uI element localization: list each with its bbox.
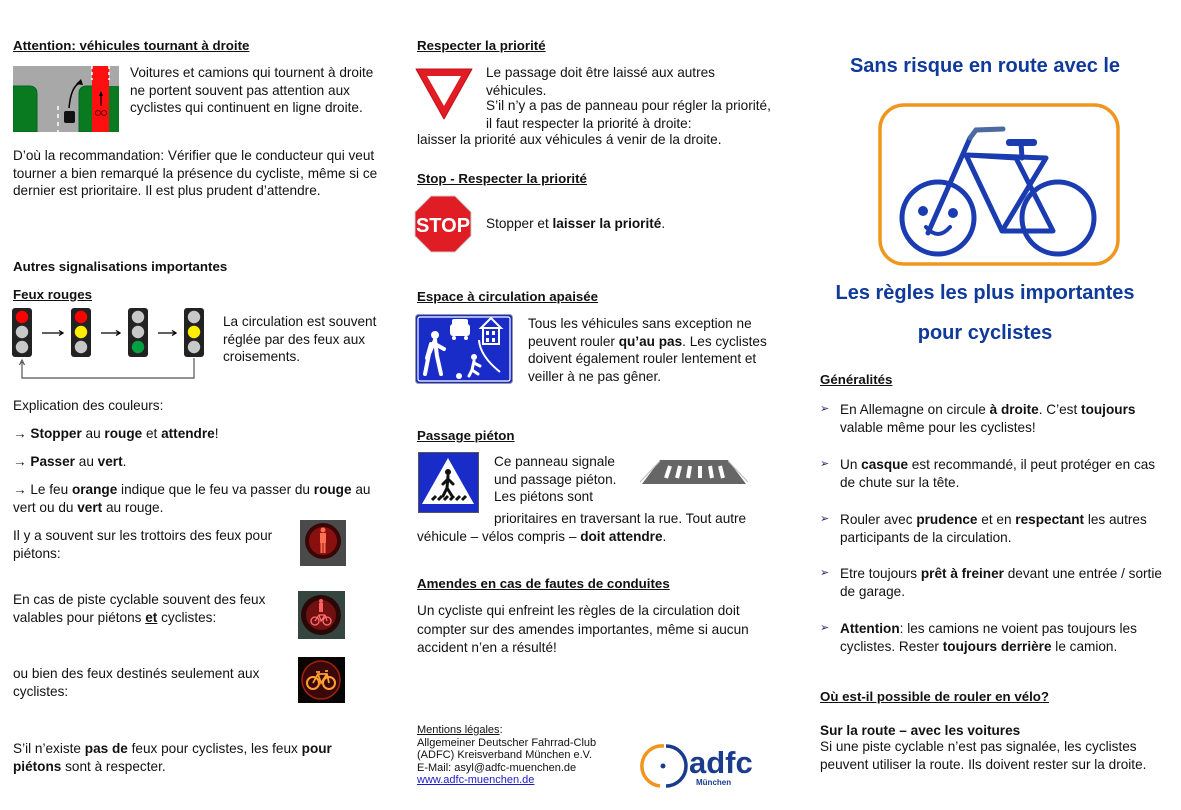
zebra-crossing-icon (640, 458, 748, 488)
bullet-arrow-icon: ➢ (820, 567, 830, 579)
text: cyclistes: (157, 609, 217, 625)
lamp-top (132, 311, 144, 323)
text: Stopper et (486, 216, 553, 231)
text: Tous les véhicules sans exception ne peuvent rouler (528, 316, 752, 349)
cover-subtitle-1: Les règles les plus importantes (835, 282, 1135, 304)
bold-word: toujours (1081, 402, 1136, 417)
logo-blue-arc (666, 746, 686, 786)
text: au (81, 426, 105, 441)
bold-word: orange (71, 482, 118, 497)
fines-heading: Amendes en cas de fautes de conduites (417, 576, 670, 591)
text: . C’est (1038, 402, 1082, 417)
lamp-middle (132, 326, 144, 338)
text: le camion. (1051, 638, 1118, 654)
lamp-top (75, 311, 87, 323)
text: feux pour cyclistes, les feux (127, 741, 302, 756)
text: En Allemagne on circule (840, 402, 990, 417)
pedestrian-bicycle-red-light-icon (298, 591, 345, 639)
cover-subtitle-2: pour cyclistes (917, 322, 1053, 344)
lamp-bottom (16, 341, 28, 353)
text: indique que le feu va passer du (117, 482, 314, 497)
lamp-middle (188, 326, 200, 338)
bold-word: doit attendre (580, 529, 663, 544)
yield-sign-icon (414, 67, 474, 121)
text: et en (977, 512, 1016, 527)
crossing-text-3 (417, 528, 787, 546)
bold-word: à droite (989, 402, 1039, 417)
lamp-bottom (75, 341, 87, 353)
turning-text: Voitures et camions qui tournent à droite ne portent souvent pas attention aux cyclistes qui continuent en ligne droite. (130, 65, 374, 115)
bold-word: pour piétons (13, 741, 332, 774)
bold-word: rouge (104, 426, 143, 441)
text: Un (840, 457, 862, 472)
priority-text-3: laisser la priorité aux véhicules á venir de la droite. (417, 132, 722, 147)
lamp-top (16, 311, 28, 323)
lamp-top (188, 311, 200, 323)
other-signals-heading: Autres signalisations importantes (13, 259, 228, 274)
bold-word: qu’au pas (618, 333, 683, 349)
text: . (662, 529, 667, 544)
traffic-lights-heading: Feux rouges (13, 287, 93, 302)
text: et (142, 426, 162, 441)
pedestrian-lights-text: Il y a souvent sur les trottoirs des feux pour piétons: (13, 528, 273, 561)
logo-text: adfc (689, 745, 753, 780)
cycle-back-arrow-icon (20, 358, 195, 378)
stop-text (486, 215, 665, 233)
where-subheading: Sur la route – avec les voitures (820, 723, 1021, 738)
turning-recommendation: D’où la recommandation: Vérifier que le conducteur qui veut tourner a bien remarqué la présence du cycliste, même si ce dernier est prioritaire. Il est plus prudent d’attendre. (13, 148, 378, 198)
text: Etre toujours (840, 566, 921, 581)
text: les autres participants de la circulation. (840, 512, 1147, 545)
pedestrian-red-light-icon (300, 520, 346, 566)
text: au vert ou du (13, 482, 371, 515)
stop-sign-icon (414, 195, 472, 253)
legal-label: Mentions légales (417, 724, 500, 736)
colors-line-red (13, 425, 219, 443)
bold-word: Attention (840, 621, 900, 636)
bullet-arrow-icon: ➢ (820, 513, 830, 525)
bold-word: Passer (30, 454, 75, 469)
text: Rouler avec (840, 512, 917, 527)
text: ! (214, 426, 219, 441)
smiling-bicycle-logo (878, 103, 1120, 266)
cyclist-lights-text: ou bien des feux destinés seulement aux cyclistes: (13, 666, 260, 699)
crossing-text-1: Ce panneau signale und passage piéton. Les piétons sont (494, 454, 617, 504)
traffic-light-icon (12, 308, 32, 357)
colors-line-green (13, 453, 126, 471)
text: S’il n’existe (13, 741, 85, 756)
priority-heading: Respecter la priorité (417, 38, 546, 53)
bold-word: Stopper (30, 426, 82, 441)
arrow-right-icon (101, 331, 120, 336)
text: : (499, 724, 503, 736)
legal-line-2: (ADFC) Kreisverband München e.V. (417, 749, 593, 761)
text: véhicule – vélos compris – (417, 529, 581, 544)
stop-sign-text: STOP (415, 215, 471, 237)
bullet-arrow-icon: ➢ (820, 622, 830, 634)
bold-word: casque (861, 457, 909, 472)
text: En cas de piste cyclable souvent des feux valables pour piétons (13, 592, 266, 625)
lamp-middle (75, 326, 87, 338)
text: Le feu (26, 482, 72, 497)
crossing-heading: Passage piéton (417, 428, 515, 443)
text: au (74, 454, 98, 469)
shared-lights-text (13, 591, 298, 626)
calm-zone-text (528, 315, 778, 385)
text: . (122, 454, 127, 469)
underlined-word: et (145, 609, 158, 625)
traffic-light-sequence (10, 305, 220, 385)
priority-text-2: S’il n’y a pas de panneau pour régler la priorité, il faut respecter la priorité à droite: (486, 98, 771, 131)
no-cyclist-lights-text (13, 740, 378, 775)
general-item (820, 620, 1170, 655)
bicycle-red-light-icon (298, 657, 345, 703)
general-item (820, 565, 1170, 600)
general-item (820, 456, 1170, 491)
where-text: Si une piste cyclable n’est pas signalée, les cyclistes peuvent utiliser la route. Ils doivent rester sur la droite. (820, 739, 1147, 772)
turning-heading: Attention: véhicules tournant à droite (13, 38, 250, 53)
bold-word: laisser la priorité (552, 216, 662, 231)
text: : les camions ne voient pas toujours les cyclistes. Rester (840, 621, 1137, 654)
arrow-right-icon (158, 331, 176, 336)
calm-zone-heading: Espace à circulation apaisée (417, 289, 599, 304)
bold-word: respectant (1015, 512, 1085, 527)
traffic-light-icon (71, 308, 91, 357)
text: au rouge. (102, 499, 164, 515)
traffic-light-icon (184, 308, 204, 357)
logo-subtext: München (696, 778, 732, 787)
legal-notice (417, 724, 596, 787)
lamp-middle (16, 326, 28, 338)
bullet-arrow-icon: ➢ (820, 458, 830, 470)
arrow-right-icon (42, 331, 63, 336)
right-turn-intersection-diagram-icon (13, 66, 119, 132)
adfc-logo (636, 740, 781, 792)
website-link[interactable]: www.adfc-muenchen.de (417, 774, 535, 786)
bold-word: prudence (916, 512, 978, 527)
traffic-lights-text: La circulation est souvent réglée par des feux aux croisements. (223, 314, 377, 364)
bold-word: rouge (313, 482, 352, 497)
lamp-bottom (188, 341, 200, 353)
crossing-text-2: prioritaires en traversant la rue. Tout autre (494, 511, 747, 526)
legal-line-3: E-Mail: asyl@adfc-muenchen.de (417, 761, 577, 774)
bullet-arrow-icon: ➢ (820, 403, 830, 415)
arrow-right-icon: → (13, 454, 27, 469)
arrow-right-icon: → (13, 482, 27, 497)
cover-title: Sans risque en route avec le (849, 55, 1121, 77)
text: . Les cyclistes doivent également rouler lentement et veiller à ne pas gêner. (528, 333, 767, 384)
living-street-sign-icon (415, 314, 513, 384)
general-item (820, 401, 1170, 436)
text: valable même pour les cyclistes! (840, 419, 1036, 435)
colors-intro: Explication des couleurs: (13, 398, 164, 413)
text: devant une entrée / sortie de garage. (840, 566, 1162, 599)
fines-text: Un cycliste qui enfreint les règles de la circulation doit compter sur des amendes importantes, même si aucun accident n’en a résulté! (417, 603, 749, 655)
general-item (820, 511, 1170, 546)
text: sont à respecter. (61, 758, 166, 774)
priority-text-1: Le passage doit être laissé aux autres véhicules. (486, 65, 715, 98)
colors-line-orange (13, 481, 373, 516)
bold-word: toujours derrière (942, 638, 1052, 654)
bold-word: attendre (161, 426, 215, 441)
traffic-light-icon (128, 308, 148, 357)
where-heading: Où est-il possible de rouler en vélo? (820, 689, 1050, 704)
stop-heading: Stop - Respecter la priorité (417, 171, 587, 186)
legal-line-1: Allgemeiner Deutscher Fahrrad-Club (417, 736, 597, 749)
bold-word: vert (77, 499, 103, 515)
general-heading: Généralités (820, 372, 893, 387)
bold-word: prêt à freiner (920, 566, 1004, 581)
pedestrian-crossing-sign-icon (418, 452, 479, 513)
lamp-bottom (132, 341, 144, 353)
text: . (661, 216, 666, 231)
bold-word: pas de (84, 741, 128, 756)
arrow-right-icon: → (13, 426, 27, 441)
text: est recommandé, il peut protéger en cas de chute sur la tête. (840, 457, 1156, 490)
bold-word: vert (97, 454, 123, 469)
